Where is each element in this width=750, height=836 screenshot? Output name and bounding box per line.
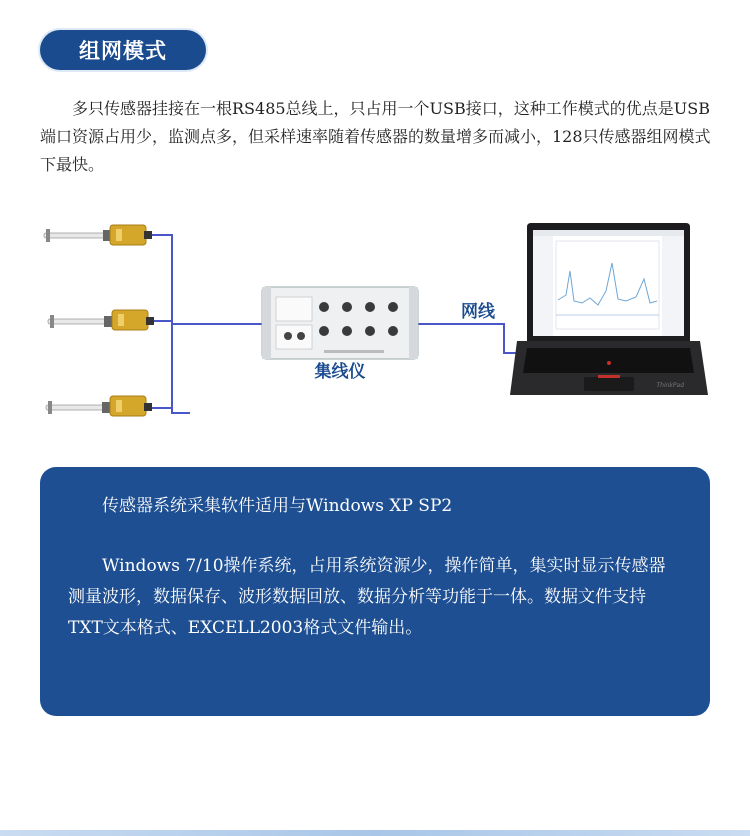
- sensor-1: [44, 225, 152, 245]
- cable-label: 网线: [461, 302, 495, 322]
- laptop-brand: ThinkPad: [656, 382, 684, 389]
- intro-paragraph: 多只传感器挂接在一根RS485总线上，只占用一个USB接口，这种工作模式的优点是USB端口资源占用少，监测点多，但采样速率随着传感器的数量增多而减小，128只传感器组网模式下最快。: [40, 99, 711, 174]
- network-diagram: [0, 205, 750, 445]
- software-info-panel: [40, 467, 710, 716]
- hub-label: 集线仪: [314, 362, 366, 382]
- sensor-2: [48, 310, 154, 330]
- panel-paragraph-1: 传感器系统采集软件适用与Windows XP SP2: [102, 496, 453, 516]
- hub-device: [262, 287, 418, 359]
- panel-paragraph-2: Windows 7/10操作系统，占用系统资源少，操作简单，集实时显示传感器测量波形，数据保存、波形数据回放、数据分析等功能于一体。数据文件支持TXT文本格式、EXCELL2003格式文件输出。: [68, 556, 666, 638]
- section-title: 组网模式: [40, 30, 206, 70]
- laptop: [510, 223, 708, 395]
- sensor-3: [46, 396, 152, 416]
- footer-divider: [0, 830, 750, 836]
